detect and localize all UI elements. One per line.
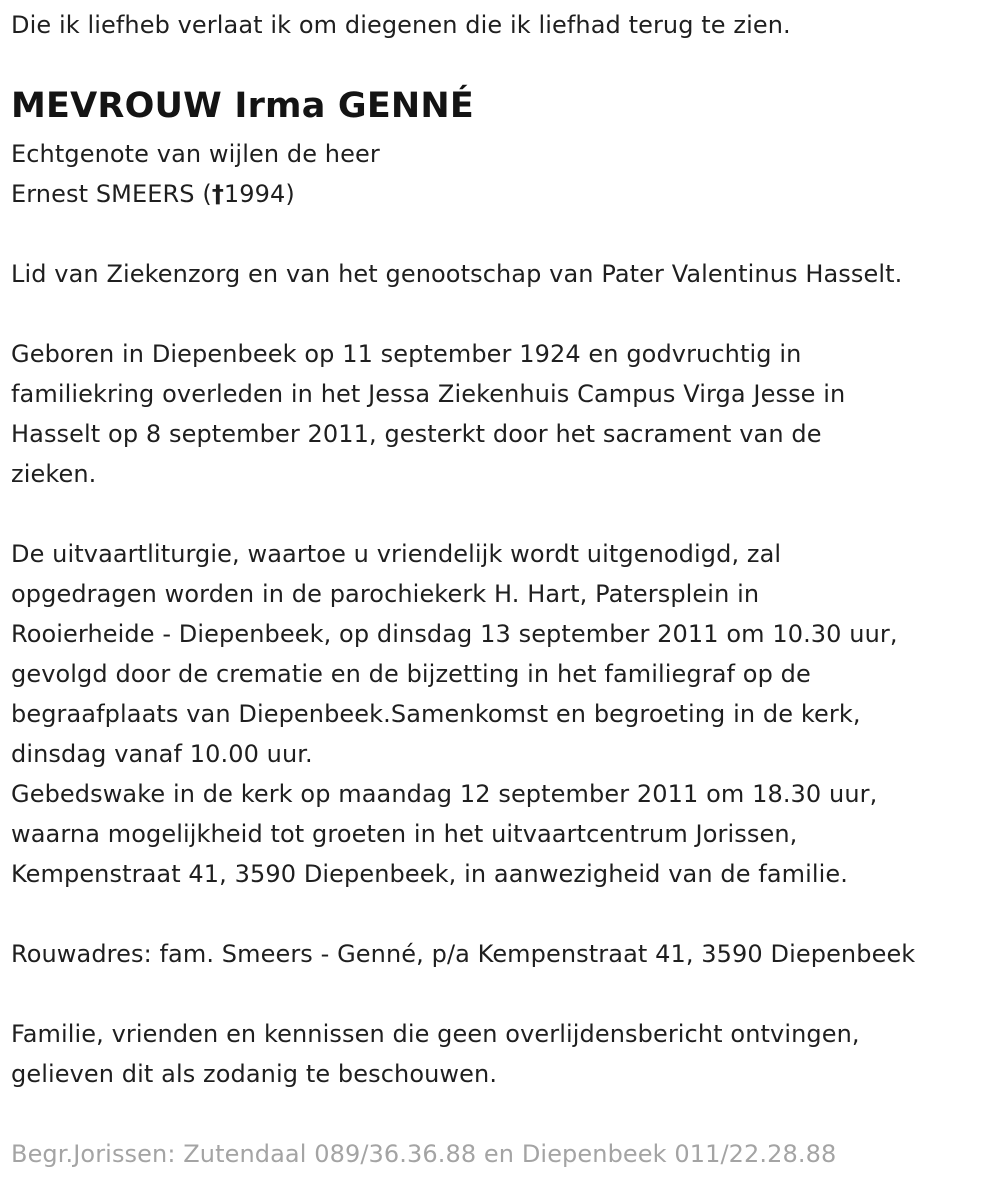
spouse-line-1: Echtgenote van wijlen de heer <box>11 140 380 168</box>
spouse-line-2 <box>11 174 380 214</box>
birth-death-line: Geboren in Diepenbeek op 11 september 1924 en godvruchtig in <box>11 340 802 368</box>
deceased-name: MEVROUW Irma GENNÉ <box>11 86 475 126</box>
mourning-address-section <box>11 934 915 974</box>
funeral-section <box>11 534 898 894</box>
undertaker-contact: Begr.Jorissen: Zutendaal 089/36.36.88 en Diepenbeek 011/22.28.88 <box>11 1140 837 1168</box>
spouse-death-year: 1994) <box>223 180 295 208</box>
funeral-line: opgedragen worden in de parochiekerk H. Hart, Patersplein in <box>11 580 760 608</box>
spouse-name: Ernest SMEERS ( <box>11 180 212 208</box>
birth-death-section <box>11 334 845 494</box>
vigil-line: Gebedswake in de kerk op maandag 12 september 2011 om 18.30 uur, <box>11 780 878 808</box>
funeral-line: De uitvaartliturgie, waartoe u vriendelijk wordt uitgenodigd, zal <box>11 540 782 568</box>
funeral-line: begraafplaats van Diepenbeek.Samenkomst en begroeting in de kerk, <box>11 700 861 728</box>
vigil-line: Kempenstraat 41, 3590 Diepenbeek, in aanwezigheid van de familie. <box>11 860 849 888</box>
family-notice-section <box>11 1014 860 1094</box>
membership-text: Lid van Ziekenzorg en van het genootschap van Pater Valentinus Hasselt. <box>11 260 903 288</box>
funeral-line: gevolgd door de crematie en de bijzetting in het familiegraf op de <box>11 660 811 688</box>
family-notice-line: gelieven dit als zodanig te beschouwen. <box>11 1060 498 1088</box>
undertaker-footer <box>11 1134 836 1174</box>
vigil-line: waarna mogelijkheid tot groeten in het uitvaartcentrum Jorissen, <box>11 820 798 848</box>
spouse-section <box>11 134 380 214</box>
birth-death-line: familiekring overleden in het Jessa Ziekenhuis Campus Virga Jesse in <box>11 380 846 408</box>
membership-section <box>11 254 902 294</box>
family-notice-line: Familie, vrienden en kennissen die geen overlijdensbericht ontvingen, <box>11 1020 860 1048</box>
mourning-address: Rouwadres: fam. Smeers - Genné, p/a Kempenstraat 41, 3590 Diepenbeek <box>11 940 916 968</box>
birth-death-line: zieken. <box>11 460 97 488</box>
funeral-line: dinsdag vanaf 10.00 uur. <box>11 740 313 768</box>
funeral-line: Rooierheide - Diepenbeek, op dinsdag 13 september 2011 om 10.30 uur, <box>11 620 898 648</box>
death-cross-icon: † <box>211 180 224 208</box>
birth-death-line: Hasselt op 8 september 2011, gesterkt door het sacrament van de <box>11 420 822 448</box>
motto-text: Die ik liefheb verlaat ik om diegenen die ik liefhad terug te zien. <box>11 11 791 39</box>
